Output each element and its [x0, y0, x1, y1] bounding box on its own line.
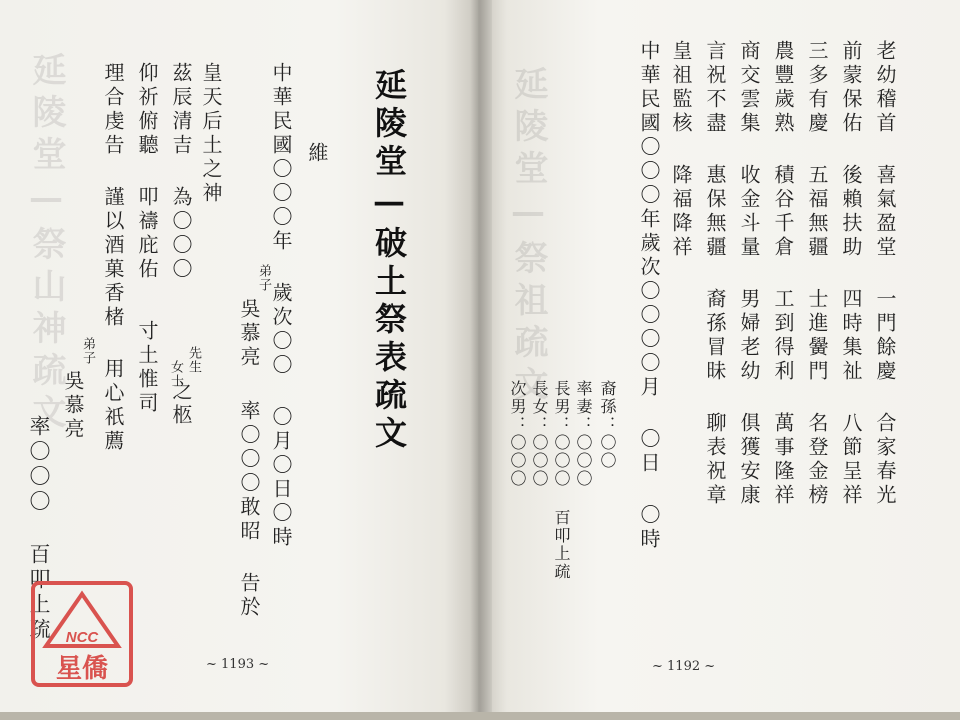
- column-huang-tian: 皇天后土之神: [199, 62, 223, 206]
- page-number-right: ~ 1192 ~: [652, 659, 716, 674]
- rate-line-2: 率〇〇〇 百叩上疏: [27, 415, 51, 643]
- wei-label: 維: [305, 142, 329, 166]
- date-line-right: 中華民國〇〇〇年歲次〇〇〇〇月 〇日 〇時: [637, 40, 661, 552]
- disciple-name: 吳慕亮: [237, 298, 261, 370]
- svg-text:星僑: 星僑: [55, 654, 109, 684]
- text-column-6: 言祝不盡 惠保無疆 裔孫冒昧 聊表祝章: [703, 40, 727, 508]
- column-li-he: 理合虔告 謹以酒菓香楮 用心祇薦: [101, 62, 125, 454]
- rate-line: 率〇〇〇敢昭 告於: [237, 400, 261, 620]
- text-column-5: 商交雲集 收金斗量 男婦老幼 俱獲安康: [737, 40, 761, 508]
- svg-text:NCC: NCC: [65, 629, 99, 646]
- left-page: [0, 0, 478, 720]
- text-column-2: 前蒙保佑 後賴扶助 四時集祉 八節呈祥: [839, 40, 863, 508]
- signer-5: 次男：〇〇〇: [508, 380, 527, 488]
- ncc-logo-stamp: [30, 580, 134, 688]
- signer-4: 長女：〇〇〇: [530, 380, 549, 488]
- nv-shi-label: 女士: [168, 360, 183, 388]
- disciple-small-label-2: 弟子: [80, 337, 95, 365]
- column-yang-qi: 仰祈俯聽 叩禱庇佑: [135, 62, 159, 282]
- column-ci-chen: 茲辰清吉 為〇〇〇: [169, 62, 193, 282]
- right-page: [478, 0, 960, 720]
- text-column-4: 農豐歲熟 積谷千倉 工到得利 萬事隆祥: [771, 40, 795, 508]
- bleed-through-title-left: 延陵堂—祭山神疏文: [26, 52, 66, 436]
- disciple-name-2: 吳慕亮: [61, 370, 85, 442]
- spine-shadow: [470, 0, 492, 720]
- page-number-left: ~ 1193 ~: [206, 657, 270, 672]
- book-bottom-edge: [0, 712, 960, 720]
- zhi-jiu-label: 之柩: [169, 380, 193, 428]
- text-column-1: 老幼稽首 喜氣盈堂 一門餘慶 合家春光: [873, 40, 897, 508]
- text-column-3: 三多有慶 五福無疆 士進黌門 名登金榜: [805, 40, 829, 508]
- date-line-left: 中華民國〇〇〇年 歲次〇〇 〇月〇日〇時: [269, 62, 293, 550]
- signer-2: 率妻：〇〇〇: [574, 380, 593, 488]
- disciple-small-label: 弟子: [256, 264, 271, 292]
- bleed-through-title-right: 延陵堂—祭祖疏文: [508, 66, 548, 408]
- signer-1: 裔孫：〇〇: [598, 380, 617, 470]
- text-column-7: 皇祖監核 降福降祥: [669, 40, 693, 260]
- column-cun-tu: 寸土惟司: [135, 320, 159, 416]
- page-title: 延陵堂—破土祭表疏文: [370, 68, 408, 454]
- signer-3: 長男：〇〇〇 百叩上疏: [552, 380, 571, 581]
- xian-sheng-label: 先生: [186, 346, 201, 374]
